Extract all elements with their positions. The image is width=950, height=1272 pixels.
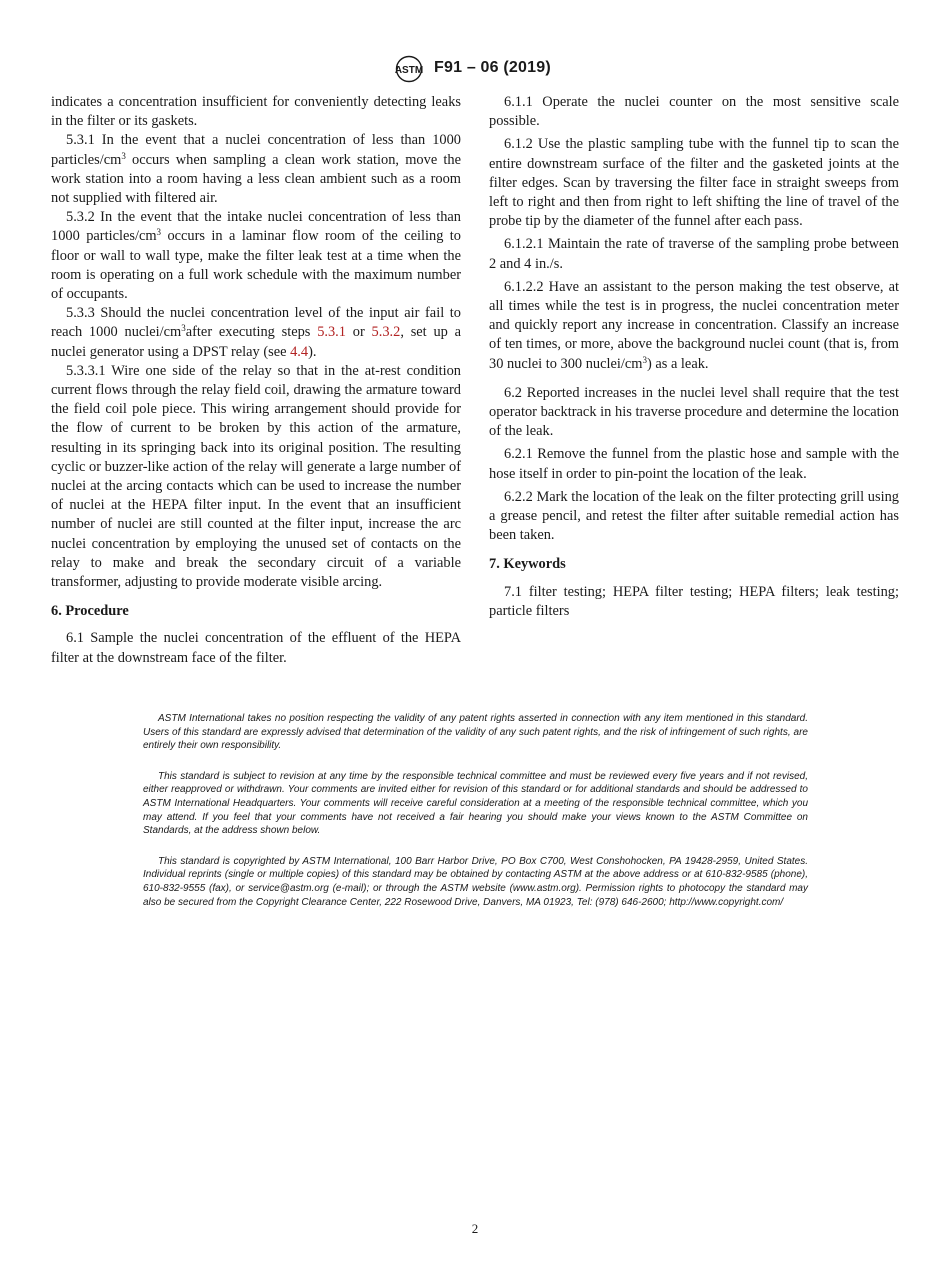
paragraph-5-3-1: 5.3.1 In the event that a nuclei concentration of less than 1000 particles/$cm^3$ occurs when sampling a clean work station, move the work station into a room having a less clean ambient such as a room not supplied with filtered air. [51, 132, 461, 207]
section-6-heading: 6. Procedure [51, 603, 129, 620]
standard-id: F91 – 06 (2019) [434, 59, 551, 76]
link-4-4[interactable]: 4.4 [290, 343, 309, 360]
paragraph-6-2-1: 6.2.1 Remove the funnel from the plastic hose and sample with the hose itself in order to pin-point the location of the leak. [489, 446, 899, 482]
link-5-3-2[interactable]: 5.3.2 [371, 324, 401, 341]
paragraph-6-2: 6.2 Reported increases in the nuclei level shall require that the test operator backtrack in his traverse procedure and determine the location of the leak. [489, 384, 899, 440]
paragraph-5-3-3-1: 5.3.3.1 Wire one side of the relay so that in the at-rest condition current flows through the relay field coil, drawing the armature toward the field coil pole piece. This wiring arrangement should provide for the flow of current to be broken by this action of the armature, resulting in its springing back into its original position. The resulting cyclic or buzzer-like action of the relay will generate a large number of nuclei at the arcing contacts which can be used to increase the number of nuclei at the HEPA filter input. In the event that an insufficient number of nuclei are still counted at the filter input, increase the arc nuclei concentration by employing the unused set of contacts on the relay to make and break the secondary circuit of a variable transformer, adjusting to provide moderate visible arcing. [51, 362, 461, 591]
paragraph-5-3-3: 5.3.3 Should the nuclei concentration level of the input air fail to reach 1000 nuclei/$cm^3after$ executing steps 5.3.1 or 5.3.2, set up a nuclei generator using a DPST relay (see 4.4). [51, 305, 462, 360]
paragraph-6-1-2-2: 6.1.2.2 Have an assistant to the person making the test observe, at all times while the test is in progress, the nuclei concentration meter and quickly report any increase in concentration. Classify an increase of ten times, or more, above the background nuclei count (that is, from 30 nuclei to 300 nuclei/$cm^3$) as a leak. [489, 278, 899, 372]
paragraph-continued: indicates a concentration insufficient for conveniently detecting leaks in the filter or its gaskets. [51, 94, 461, 130]
footer-notice [143, 712, 808, 926]
paragraph-6-1-1: 6.1.1 Operate the nuclei counter on the most sensitive scale possible. [489, 94, 899, 130]
page-number: 2 [471, 1221, 479, 1236]
paragraph-5-3-2: 5.3.2 In the event that the intake nuclei concentration of less than 1000 particles/$cm^3$ occurs in a laminar flow room of the ceiling to floor or wall to wall type, make the filter leak test at a time when the room is operating on a full work schedule with the maximum number of occupants. [51, 209, 461, 303]
logo-text: ASTM [394, 65, 424, 76]
paragraph-6-2-2: 6.2.2 Mark the location of the leak on the filter protecting grill using a grease pencil, and retest the filter after suitable remedial action has been taken. [489, 488, 899, 544]
right-column [489, 93, 899, 621]
left-column [51, 93, 461, 668]
paragraph-7-1: 7.1 filter testing; HEPA filter testing; HEPA filters; leak testing; particle filters [489, 583, 899, 619]
page-header [0, 55, 950, 85]
paragraph-6-1-2-1: 6.1.2.1 Maintain the rate of traverse of the sampling probe between 2 and 4 in./s. [489, 236, 899, 272]
link-5-3-1[interactable]: 5.3.1 [317, 324, 346, 341]
paragraph-6-1: 6.1 Sample the nuclei concentration of the effluent of the HEPA filter at the downstream face of the filter. [51, 630, 461, 666]
footer-revision-notice: This standard is subject to revision at any time by the responsible technical committee and must be reviewed every five years and if not revised, either reapproved or withdrawn. Your comments are invited either for revision of this standard or for additional standards and should be addressed to ASTM International Headquarters. Your comments will receive careful consideration at a meeting of the responsible technical committee, which you may attend. If you feel that your comments have not received a fair hearing you should make your views known to the ASTM Committee on Standards, at the address shown below. [143, 770, 808, 837]
section-7-heading: 7. Keywords [489, 556, 566, 573]
footer-copyright-notice: This standard is copyrighted by ASTM International, 100 Barr Harbor Drive, PO Box C700, West Conshohocken, PA 19428-2959, United States. Individual reprints (single or multiple copies) of this standard may be obtained by contacting ASTM at the above address or at 610-832-9585 (phone), 610-832-9555 (fax), or service@astm.org (e-mail); or through the ASTM website (www.astm.org). Permission rights to photocopy the standard may also be secured from the Copyright Clearance Center, 222 Rosewood Drive, Danvers, MA 01923, Tel: (978) 646-2600; http://www.copyright.com/ [143, 855, 808, 908]
footer-patent-notice: ASTM International takes no position respecting the validity of any patent rights asserted in connection with any item mentioned in this standard. Users of this standard are expressly advised that determination of the validity of any such patent rights, and the risk of infringement of such rights, are entirely their own responsibility. [143, 713, 808, 752]
astm-logo-icon [389, 55, 429, 83]
paragraph-6-1-2: 6.1.2 Use the plastic sampling tube with the funnel tip to scan the entire downstream surface of the filter and the gasketed joints at the filter edges. Scan by traversing the filter face in straight sweeps from left to right and then from right to left shifting the line of travel of the probe tip by the diameter of the funnel after each pass. [489, 136, 899, 230]
